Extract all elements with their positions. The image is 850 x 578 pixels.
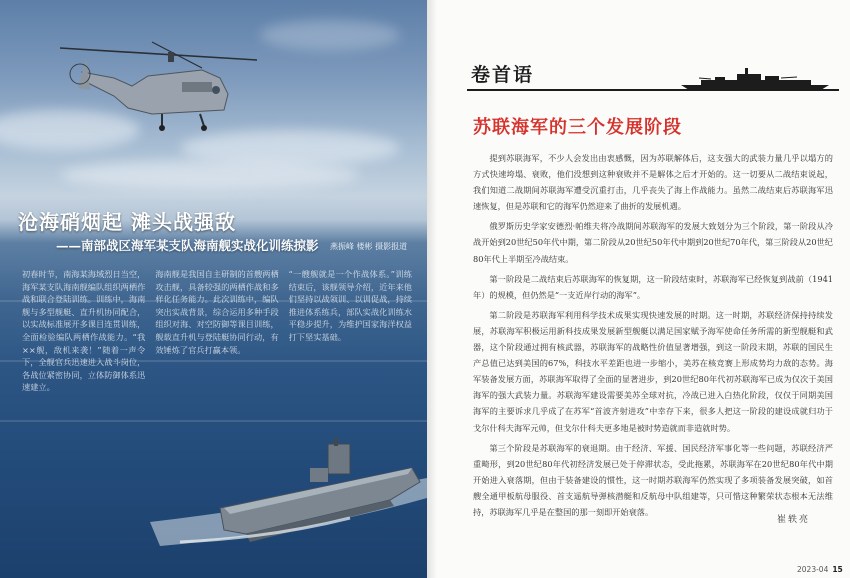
article-body	[473, 150, 833, 524]
photo-caption-text	[22, 268, 412, 408]
issue-date: 2023-04	[797, 565, 829, 574]
caption-column: 海南舰是我国自主研制的首艘两栖攻击舰，具备较强的两栖作战和多样化任务能力。此次训练中，编队突出实战背景，综合运用多种手段组织对海、对空防御等课目训练，舰载直升机与登陆艇协同行动，有效锤炼了官兵打赢本领。	[155, 269, 279, 355]
helicopter-image	[52, 38, 267, 138]
paragraph: 第二阶段是苏联海军利用科学技术成果实现快速发展的时期。这一时期，苏联经济保持持续发展，苏联海军积极运用新科技成果发展新型舰艇以满足国家赋予海军使命任务所需的新型舰艇和武器，这个阶段通过拥有核武器，苏联海军的战略性价值显著增强，到这一阶段末期，苏联的国民生产总值已达到美国的67%，科技水平差距也进一步缩小，美苏在核竞赛上形成势均力敌的态势。海军装备发展方面，苏联海军取得了全面的显著进步，到20世纪80年代初苏联海军已成为仅次于美国海军的强大武装力量。苏联海军建设需要美苏全球对抗，冷战已进入白热化阶段，仅仅于同期美国海军的主要诉求几乎成了在苏军“首波齐射进攻”中幸存下来，很多人把这一阶段的建设成就归功于戈尔什科夫海军元帅，但戈尔什科夫更多地是被时势造就而非造就时势。	[473, 309, 833, 433]
section-title: 卷首语	[471, 64, 535, 86]
sea-glint	[0, 420, 427, 422]
cloud	[260, 20, 400, 50]
paragraph: 第三个阶段是苏联海军的衰退期。由于经济、军援、国民经济军事化等一些问题，苏联经济严重畸形，到20世纪80年代初经济发展已处于停滞状态，受此拖累，苏联海军在20世纪80年代中期开始进入衰落期，但由于装备建设的惯性，这一时期苏联海军仍然实现了多项装备发展突破，如首艘全通甲板航母服役、首支遥航导弹核潜艇和反航母中队组建等，只可惜这种繁荣状态根本无法维持，苏联海军几乎是在整国的那一刻即开始衰落。	[473, 442, 833, 517]
paragraph: 俄罗斯历史学家安德烈·帕维夫将冷战期间苏联海军的发展大致划分为三个阶段，第一阶段从冷战开始到20世纪50年代中期，第二阶段从20世纪50年代中期到20世纪70年代，第三阶段从20世纪80年代上半期至冷战结束。	[473, 221, 833, 264]
photo-byline: 燕振峰 楼彬 摄影报道	[330, 242, 408, 251]
author-signature: 崔轶亮	[777, 515, 811, 525]
caption-column: 初春时节，南海某海域烈日当空，海军某支队海南舰编队组织两栖作战和联合登陆训练。训练中，海南舰与多型舰艇、直升机协同配合，以实战标准展开多课目连贯训练，全面检验编队两栖作战能力。“我××舰，敌机来袭！”随着一声令下，全舰官兵迅速进入战斗岗位，各战位紧密协同，立体防御体系迅速建立。	[22, 269, 146, 393]
battleship-silhouette-icon	[681, 67, 829, 91]
paragraph: 第一阶段是二战结束后苏联海军的恢复期，这一阶段结束时，苏联海军已经恢复到战前（1941年）的规模，但仍然是“一支近岸行动的海军”。	[473, 273, 833, 300]
header-rule	[467, 89, 839, 91]
editorial-page	[427, 0, 850, 578]
headline: 沧海硝烟起 滩头战强敌	[18, 210, 236, 234]
subheadline: ——南部战区海军某支队海南舰实战化训练掠影	[56, 238, 319, 253]
page-number: 15	[832, 565, 843, 574]
cloud	[60, 160, 360, 190]
article-title: 苏联海军的三个发展阶段	[473, 117, 682, 138]
amphibious-ship-image	[150, 438, 427, 558]
caption-column: “一艘舰就是一个作战体系。”训练结束后，该舰领导介绍，近年来他们坚持以战领训、以训促战，持续推进体系练兵，部队实战化训练水平稳步提升，为维护国家海洋权益打下坚实基础。	[288, 269, 412, 342]
paragraph: 提到苏联海军，不少人会发出由衷感慨，因为苏联解体后，这支强大的武装力量几乎以塌方的方式快速垮塌、衰败，他们没想到这种衰败并不是解体之后才开始的。这一切要从二战结束说起，我们知道二战期间苏联海军遭受沉重打击，几乎丧失了海上作战能力。虽然二战结束后苏联海军迅速恢复，但是苏联和它的海军仍然迎来了曲折的发展机遇。	[473, 153, 833, 212]
page-footer	[797, 565, 843, 574]
